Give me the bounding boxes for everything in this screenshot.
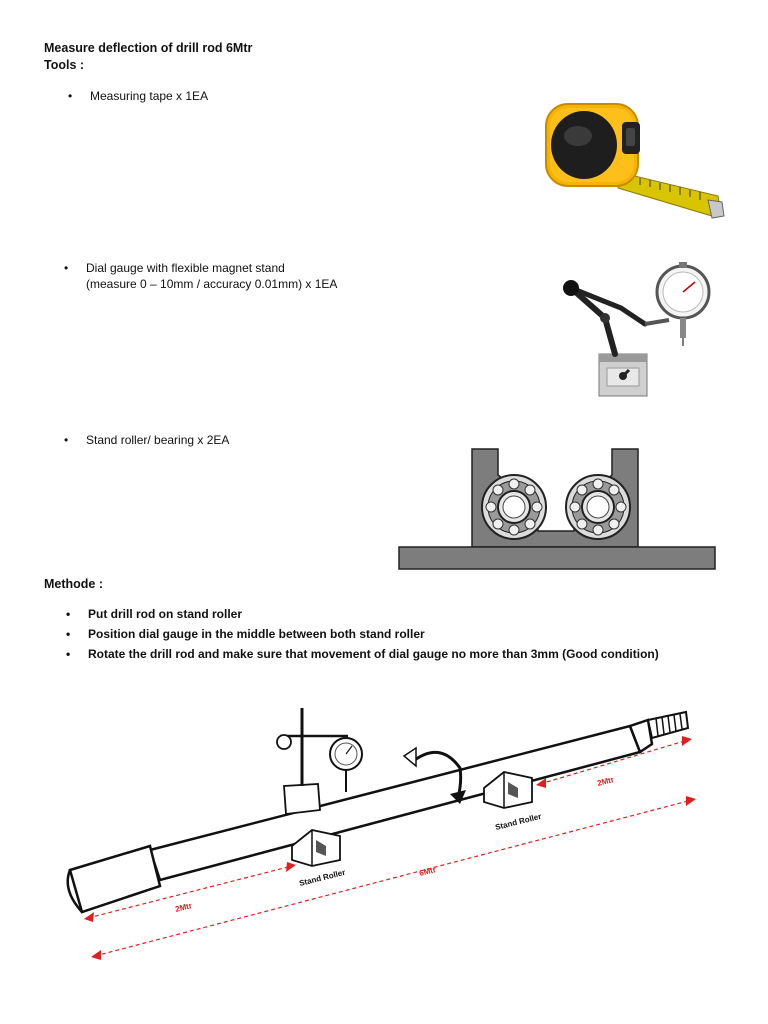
bullet-icon: • xyxy=(66,647,71,661)
bullet-icon: • xyxy=(66,627,71,641)
methode-item xyxy=(66,606,243,622)
tool-item-dial-gauge xyxy=(64,260,338,292)
stand-roller-image xyxy=(398,445,716,572)
methode-item-text: Position dial gauge in the middle between both stand roller xyxy=(88,627,425,641)
methode-item-text: Rotate the drill rod and make sure that movement of dial gauge no more than 3mm (Good condition) xyxy=(88,647,659,661)
document-title: Measure deflection of drill rod 6Mtr xyxy=(44,41,253,55)
bullet-icon: • xyxy=(66,607,71,621)
bullet-icon: • xyxy=(68,89,73,103)
dimension-label-6mtr: 6Mtr xyxy=(418,865,437,878)
methode-item-text: Put drill rod on stand roller xyxy=(88,607,243,621)
dimension-label-2mtr-left: 2Mtr xyxy=(174,901,193,914)
methode-item xyxy=(66,646,659,662)
tool-item-label: Dial gauge with flexible magnet stand xyxy=(86,261,285,275)
tool-item-label: Stand roller/ bearing x 2EA xyxy=(86,433,230,447)
drill-rod-diagram xyxy=(0,690,768,970)
bullet-icon: • xyxy=(64,433,69,447)
tool-item-label: Measuring tape x 1EA xyxy=(90,89,209,103)
methode-heading: Methode : xyxy=(44,577,104,591)
stand-roller-label-left: Stand Roller xyxy=(298,867,347,888)
dimension-label-2mtr-right: 2Mtr xyxy=(596,775,615,788)
stand-roller-label-right: Stand Roller xyxy=(494,811,543,832)
bullet-icon: • xyxy=(64,261,69,275)
drill-rod xyxy=(68,712,688,912)
tool-item-stand-roller xyxy=(64,432,230,448)
measuring-tape-image xyxy=(540,90,730,225)
tools-heading: Tools : xyxy=(44,58,85,72)
dial-gauge-image xyxy=(545,258,715,408)
tool-item-label-line2: (measure 0 – 10mm / accuracy 0.01mm) x 1EA xyxy=(86,277,338,291)
methode-item xyxy=(66,626,425,642)
tool-item-measuring-tape xyxy=(68,88,209,104)
